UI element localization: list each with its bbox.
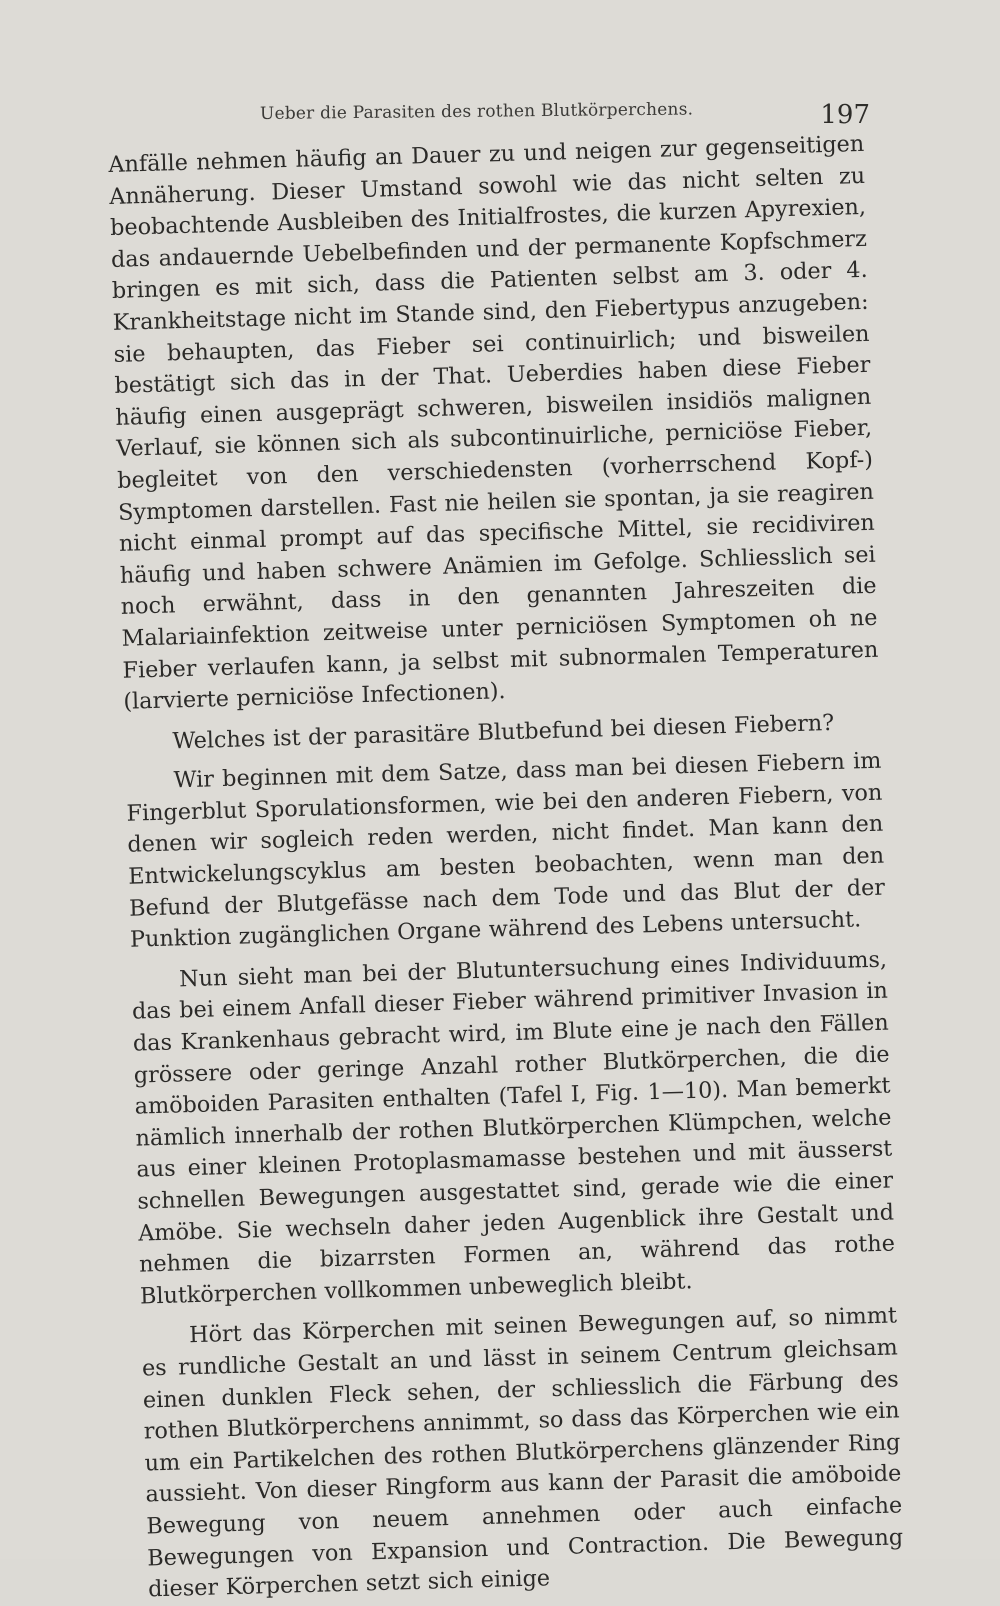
paragraph: Hört das Körperchen mit seinen Bewegungen auf, so nimmt es rundliche Gestalt an und lässt in seinem Centrum gleichsam einen dunklen Fleck sehen, der schliesslich die Färbung des rothen Blutkörperchens annimmt, so dass das Körperchen wie ein um ein Partikelchen des rothen Blutkörperchens glänzender Ring aussieht. Von dieser Ringform aus kann der Parasit die amöboide Bewegung von neuem annehmen oder auch einfache Bewegungen von Expansion und Contraction. Die Bewegung dieser Körperchen setzt sich einige	[141, 1302, 904, 1603]
running-head: Ueber die Parasiten des rothen Blutkörperchens.	[259, 99, 694, 124]
paragraph: Nun sieht man bei der Blutuntersuchung eines Individuums, das bei einem Anfall dieser Fieber während primitiver Invasion in das Krankenhaus gebracht wird, im Blute eine je nach den Fällen grössere oder geringe Anzahl rother Blutkörperchen, die die amöboiden Parasiten enthalten (Tafel I, Fig. 1—10). Man bemerkt nämlich innerhalb der rothen Blutkörperchen Klümpchen, welche aus einer kleinen Protoplasmamasse bestehen und mit äusserst schnellen Bewegungen ausgestattet sind, gerade wie die einer Amöbe. Sie wechseln daher jeden Augenblick ihre Gestalt und nehmen die bizarrsten Formen an, während das rothe Blutkörperchen vollkommen unbeweglich bleibt.	[131, 946, 896, 1310]
page-number: 197	[820, 100, 870, 130]
paragraph: Wir beginnen mit dem Satze, dass man bei diesen Fiebern im Fingerblut Sporulationsformen, wie bei den anderen Fiebern, von denen wir sogleich reden werden, nicht findet. Man kann den Entwickelungscyklus am besten beobachten, wenn man den Befund der Blutgefässe nach dem Tode und das Blut der der Punktion zugänglichen Organe während des Lebens untersucht.	[126, 747, 886, 953]
paragraph: Welches ist der parasitäre Blutbefund bei diesen Fiebern?	[172, 709, 835, 755]
paragraph: Anfälle nehmen häufig an Dauer zu und neigen zur gegenseitigen Annäherung. Dieser Umstand sowohl wie das nicht selten zu beobachtende Ausbleiben des Initialfrostes, die kurzen Apyrexien, das andauernde Uebelbefinden und der permanente Kopfschmerz bringen es mit sich, dass die Patienten selbst am 3. oder 4. Krankheitstage nicht im Stande sind, den Fiebertypus anzugeben: sie behaupten, das Fieber sei continuirlich; und bisweilen bestätigt sich das in der That. Ueberdies haben diese Fieber häufig einen ausgeprägt schweren, bisweilen insidiös malignen Verlauf, sie können sich als subcontinuirliche, perniciöse Fieber, begleitet von den verschiedensten (vorherrschend Kopf-) Symptomen darstellen. Fast nie heilen sie spontan, ja sie reagiren nicht einmal prompt auf das specifische Mittel, sie recidiviren häufig und haben schwere Anämien im Gefolge. Schliesslich sei noch erwähnt, dass in den genannten Jahreszeiten die Malariainfektion zeitweise unter perniciösen Symptomen oh ne Fieber verlaufen kann, ja selbst mit subnormalen Temperaturen (larvierte perniciöse Infectionen).	[108, 130, 879, 715]
body-text	[108, 129, 904, 1606]
